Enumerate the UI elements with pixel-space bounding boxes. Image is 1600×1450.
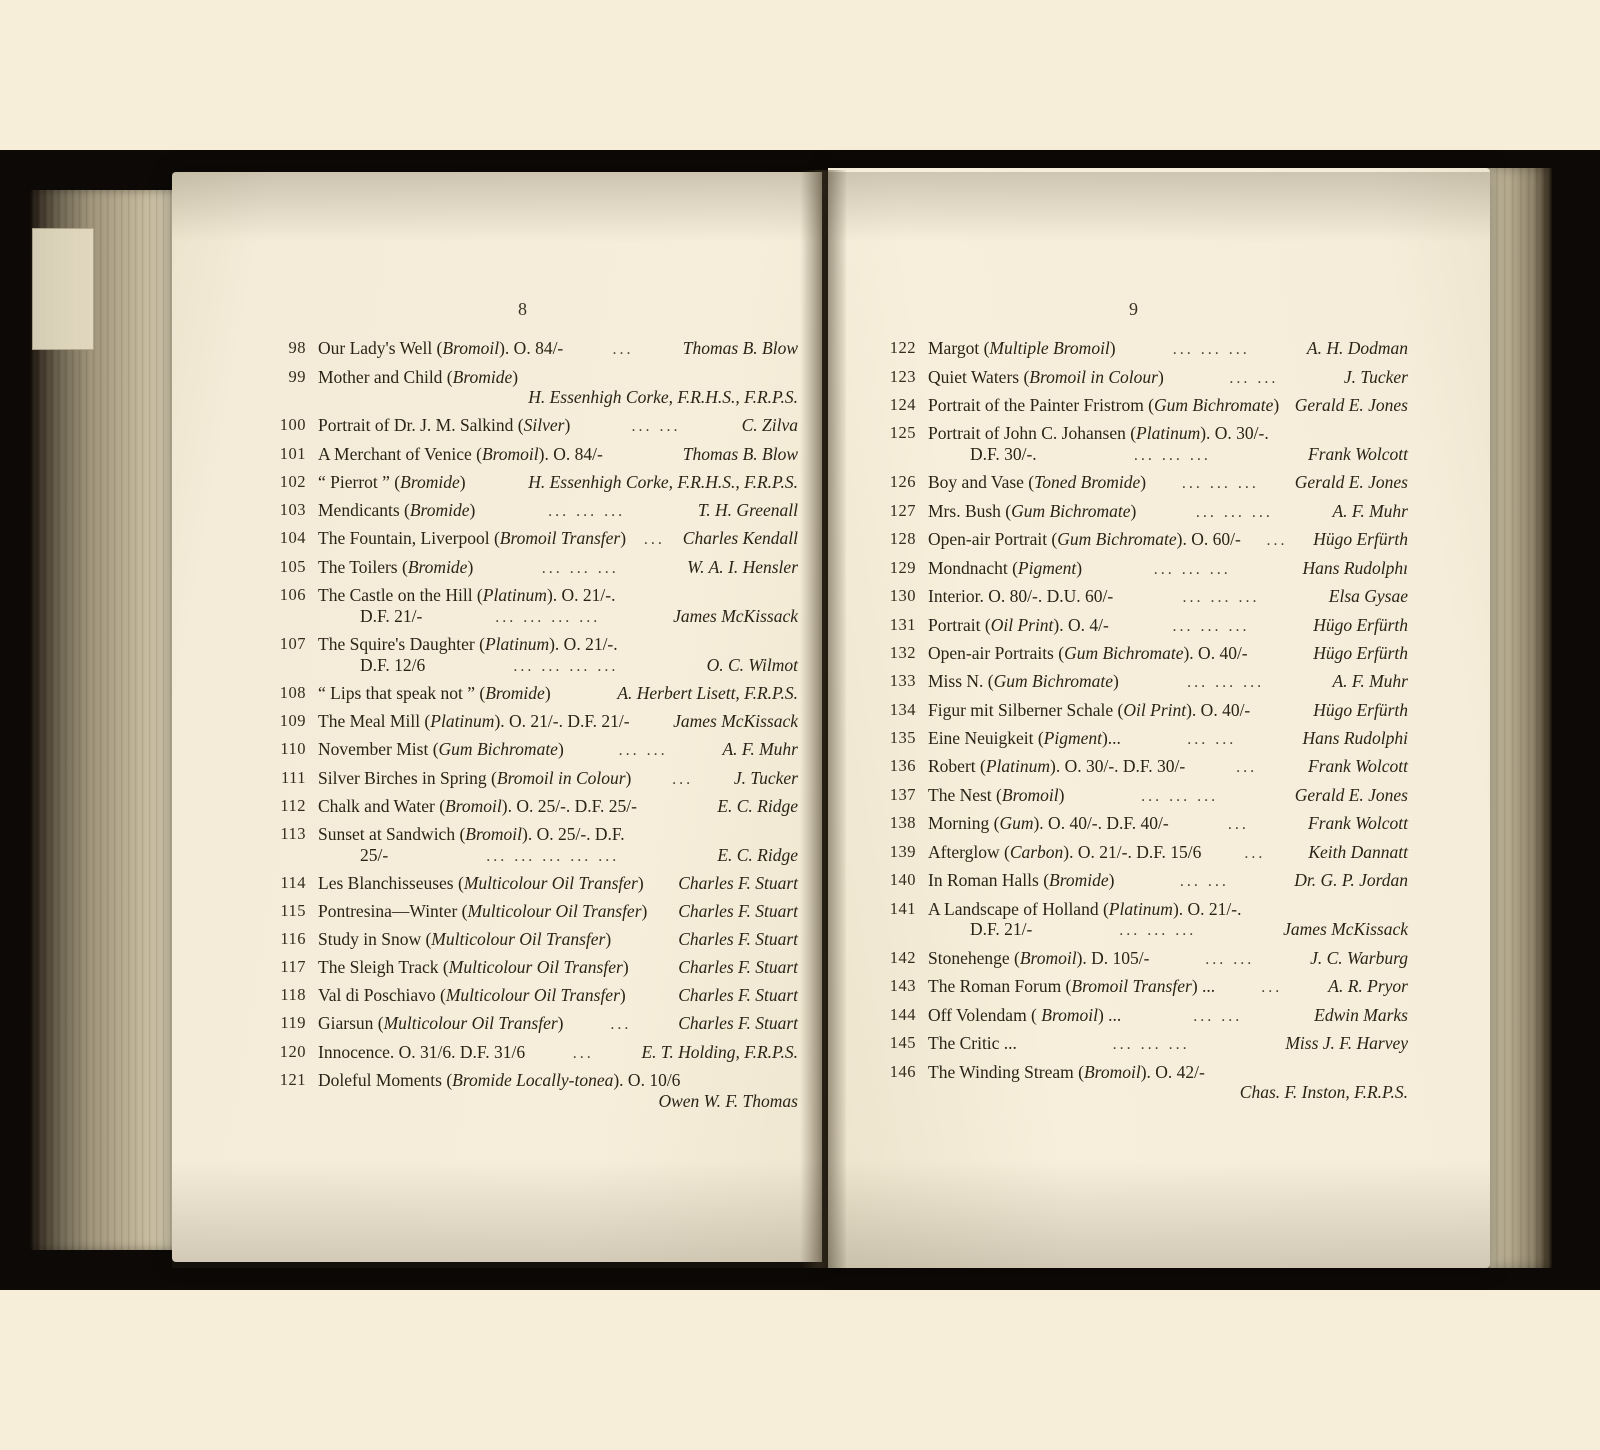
catalogue-entry	[258, 587, 798, 626]
entry-number: 130	[889, 586, 916, 605]
catalogue-entry	[868, 784, 1408, 805]
entry-title: “ Lips that speak not ” (Bromide)	[318, 683, 551, 703]
catalogue-entry	[258, 826, 798, 865]
entry-title: A Landscape of Holland (Platinum). O. 21/-.	[928, 898, 1242, 919]
catalogue-entry	[868, 699, 1408, 720]
entry-leader-dots: ... ...	[1229, 370, 1279, 387]
entry-author: Hans Rudolphi	[1302, 727, 1408, 748]
entry-author: Hans Rudolphı	[1302, 557, 1408, 578]
entry-title: In Roman Halls (Bromide)	[928, 870, 1115, 890]
entry-author: E. T. Holding, F.R.P.S.	[641, 1041, 798, 1062]
entry-title: Portrait of John C. Johansen (Platinum). O. 30/-.	[928, 423, 1269, 443]
entry-number: 109	[279, 711, 306, 730]
entry-body	[928, 784, 1408, 805]
entry-title: Portrait (Oil Print). O. 4/-	[928, 614, 1109, 635]
entry-body	[318, 636, 798, 675]
entry-body	[318, 556, 798, 577]
entry-title: Chalk and Water (Bromoil). O. 25/-. D.F. 25/-	[318, 796, 637, 816]
entry-number: 104	[279, 528, 306, 547]
entry-continuation-text: 25/-	[360, 844, 389, 865]
catalogue-entry	[258, 959, 798, 977]
catalogue-entry	[868, 1004, 1408, 1025]
entry-body	[318, 931, 798, 949]
entry-leader-dots: ... ... ...	[1182, 590, 1260, 606]
entry-title: Mendicants (Bromide)	[318, 499, 476, 520]
catalogue-entry	[868, 727, 1408, 748]
entry-leader-dots: ...	[612, 342, 634, 358]
entry-body	[318, 798, 798, 816]
catalogue-entry	[868, 366, 1408, 387]
entry-body	[928, 340, 1408, 358]
catalogue-entry	[258, 366, 798, 407]
entry-number: 99	[288, 366, 306, 386]
entry-body	[318, 1015, 798, 1033]
catalogue-entry	[258, 875, 798, 893]
entry-title: Afterglow (Carbon). O. 21/-. D.F. 15/6	[928, 841, 1202, 862]
entry-leader-dots: ...	[1227, 817, 1249, 833]
entry-title: The Critic ...	[928, 1033, 1017, 1053]
entry-body	[928, 366, 1408, 387]
entry-body	[928, 425, 1408, 464]
entry-leader-dots: ... ... ...	[1195, 504, 1273, 521]
entry-body	[318, 417, 798, 435]
entry-title: Giarsun (Multicolour Oil Transfer)	[318, 1013, 564, 1033]
entry-body	[318, 987, 798, 1005]
entry-number: 98	[288, 338, 306, 357]
catalogue-entry	[258, 530, 798, 548]
entry-author: Dr. G. P. Jordan	[1294, 870, 1408, 890]
catalogue-entry-list-left	[258, 340, 798, 1110]
entry-author: Elsa Gysae	[1328, 586, 1408, 606]
catalogue-entry	[868, 872, 1408, 890]
entry-leader-dots: ... ... ...	[1181, 476, 1259, 492]
entry-continuation-dots: ... ... ...	[1119, 923, 1197, 939]
entry-number: 111	[280, 767, 306, 787]
entry-body	[318, 767, 798, 788]
catalogue-entry	[868, 397, 1408, 415]
entry-leader-dots: ... ... ...	[1172, 618, 1250, 635]
entry-leader-dots: ... ... ...	[1187, 675, 1265, 691]
entry-number: 129	[889, 557, 916, 577]
entry-leader-dots: ... ... ...	[1112, 1037, 1190, 1053]
entry-title: Open-air Portrait (Gum Bichromate). O. 60/-	[928, 529, 1241, 549]
catalogue-entry	[258, 471, 798, 492]
entry-author: T. H. Greenall	[697, 499, 798, 520]
entry-title: The Nest (Bromoil)	[928, 784, 1065, 805]
catalogue-entry	[868, 758, 1408, 776]
entry-number: 123	[889, 366, 916, 386]
entry-number: 127	[889, 500, 916, 520]
entry-author: H. Essenhigh Corke, F.R.H.S., F.R.P.S.	[528, 471, 798, 492]
entry-number: 116	[280, 929, 306, 948]
catalogue-entry	[868, 815, 1408, 833]
entry-body	[318, 713, 798, 731]
entry-continuation-dots: ... ... ...	[1133, 447, 1211, 464]
entry-leader-dots: ...	[1236, 760, 1258, 776]
entry-author: A. R. Pryor	[1328, 976, 1408, 996]
catalogue-entry	[868, 947, 1408, 968]
entry-title: Mondnacht (Pigment)	[928, 557, 1083, 578]
entry-title: Miss N. (Gum Bichromate)	[928, 671, 1119, 691]
entry-body	[928, 841, 1408, 862]
entry-title: The Sleigh Track (Multicolour Oil Transfer)	[318, 957, 629, 977]
entry-author: Charles Kendall	[682, 528, 798, 548]
entry-leader-dots: ...	[1244, 845, 1266, 862]
entry-author: Gerald E. Jones	[1294, 395, 1408, 415]
entry-title: The Fountain, Liverpool (Bromoil Transfer)	[318, 528, 627, 548]
entry-author: Thomas B. Blow	[682, 338, 798, 358]
catalogue-entry	[258, 417, 798, 435]
entry-leader-dots: ... ... ...	[1153, 561, 1231, 578]
catalogue-entry	[258, 767, 798, 788]
catalogue-entry	[258, 499, 798, 520]
entry-leader-dots: ... ...	[618, 743, 668, 759]
entry-body	[318, 959, 798, 977]
catalogue-entry	[868, 673, 1408, 691]
entry-number: 103	[279, 499, 306, 519]
catalogue-entry	[868, 340, 1408, 358]
entry-title: The Squire's Daughter (Platinum). O. 21/-.	[318, 634, 618, 654]
entry-continuation-author: James McKissack	[1283, 919, 1408, 939]
entry-body	[928, 397, 1408, 415]
entry-continuation-author: Chas. F. Inston, F.R.P.S.	[1239, 1082, 1408, 1102]
entry-title: Margot (Multiple Bromoil)	[928, 338, 1116, 358]
entry-leader-dots: ...	[643, 532, 665, 548]
entry-number: 140	[889, 870, 916, 889]
entry-author: Thomas B. Blow	[682, 443, 798, 464]
catalogue-entry	[258, 636, 798, 675]
entry-author: A. Herbert Lisett, F.R.P.S.	[617, 683, 798, 703]
book-gutter-shadow	[800, 170, 846, 1268]
catalogue-entry	[868, 557, 1408, 578]
entry-title: Robert (Platinum). O. 30/-. D.F. 30/-	[928, 756, 1186, 776]
entry-body	[928, 588, 1408, 606]
entry-number: 100	[279, 415, 306, 434]
entry-number: 110	[280, 739, 306, 758]
entry-body	[928, 500, 1408, 521]
entry-leader-dots: ...	[1261, 980, 1283, 996]
entry-author: A. H. Dodman	[1306, 338, 1408, 358]
entry-author: Charles F. Stuart	[678, 929, 798, 949]
entry-number: 142	[889, 947, 916, 967]
catalogue-entry	[258, 931, 798, 949]
entry-number: 132	[889, 643, 916, 662]
catalogue-entry	[868, 898, 1408, 940]
catalogue-entry	[868, 500, 1408, 521]
entry-title: The Roman Forum (Bromoil Transfer) ...	[928, 976, 1216, 996]
entry-title: Pontresina—Winter (Multicolour Oil Transfer)	[318, 901, 648, 921]
left-page-text-column	[258, 300, 798, 1121]
entry-number: 106	[279, 585, 306, 604]
entry-author: James McKissack	[673, 711, 798, 731]
entry-continuation-author: H. Essenhigh Corke, F.R.H.S., F.R.P.S.	[528, 387, 798, 407]
entry-title: Val di Poschiavo (Multicolour Oil Transfer)	[318, 985, 626, 1005]
entry-continuation-text: D.F. 21/-	[360, 605, 423, 626]
entry-author: A. F. Muhr	[722, 739, 798, 759]
entry-body	[318, 875, 798, 893]
entry-number: 113	[280, 824, 306, 843]
entry-title: The Toilers (Bromide)	[318, 556, 474, 577]
entry-continuation-author: O. C. Wilmot	[706, 654, 798, 675]
entry-leader-dots: ... ...	[1179, 874, 1229, 890]
entry-number: 102	[279, 471, 306, 491]
catalogue-entry	[258, 903, 798, 921]
entry-continuation-text: D.F. 30/-.	[970, 443, 1037, 464]
catalogue-entry	[258, 1041, 798, 1062]
page-number-right: 9	[1129, 299, 1139, 319]
entry-number: 118	[280, 985, 306, 1004]
entry-number: 108	[279, 683, 306, 702]
entry-body	[928, 727, 1408, 748]
catalogue-entry	[258, 556, 798, 577]
entry-leader-dots: ...	[672, 771, 694, 788]
entry-number: 115	[280, 901, 306, 920]
entry-number: 133	[889, 671, 916, 690]
entry-title: Doleful Moments (Bromide Locally-tonea). O. 10/6	[318, 1070, 681, 1090]
entry-leader-dots: ...	[610, 1017, 632, 1033]
entry-body	[318, 1041, 798, 1062]
entry-title: Mother and Child (Bromide)	[318, 366, 519, 387]
entry-number: 146	[889, 1061, 916, 1081]
entry-leader-dots: ...	[572, 1045, 594, 1062]
entry-continuation-text: D.F. 21/-	[970, 919, 1033, 939]
entry-author: Gerald E. Jones	[1294, 784, 1408, 805]
entry-number: 135	[889, 727, 916, 747]
entry-number: 143	[889, 976, 916, 995]
right-page-text-column	[868, 300, 1408, 1112]
entry-author: J. Tucker	[1343, 366, 1408, 387]
catalogue-entry	[868, 474, 1408, 492]
entry-number: 122	[889, 338, 916, 357]
entry-body	[928, 1035, 1408, 1053]
entry-title: Quiet Waters (Bromoil in Colour)	[928, 366, 1164, 387]
entry-body	[318, 530, 798, 548]
entry-body	[928, 699, 1408, 720]
entry-title: Mrs. Bush (Gum Bichromate)	[928, 500, 1137, 521]
entry-title: Les Blanchisseuses (Multicolour Oil Transfer)	[318, 873, 644, 893]
entry-continuation-author: Owen W. F. Thomas	[658, 1090, 798, 1111]
entry-continuation-dots: ... ... ... ...	[513, 658, 619, 675]
catalogue-entry	[868, 588, 1408, 606]
entry-number: 136	[889, 756, 916, 775]
entry-title: Silver Birches in Spring (Bromoil in Colour)	[318, 767, 632, 788]
entry-leader-dots: ... ... ...	[541, 560, 619, 577]
catalogue-entry	[868, 978, 1408, 996]
entry-continuation-author: E. C. Ridge	[717, 844, 798, 865]
entry-author: Charles F. Stuart	[678, 1013, 798, 1033]
entry-body	[928, 673, 1408, 691]
catalogue-entry	[258, 713, 798, 731]
entry-body	[318, 499, 798, 520]
entry-title: November Mist (Gum Bichromate)	[318, 739, 564, 759]
entry-title: Portrait of Dr. J. M. Salkind (Silver)	[318, 415, 571, 435]
entry-author: A. F. Muhr	[1332, 671, 1408, 691]
entry-continuation-text: D.F. 12/6	[360, 654, 426, 675]
entry-author: Keith Dannatt	[1308, 841, 1408, 862]
entry-body	[928, 557, 1408, 578]
page-number-left: 8	[518, 299, 528, 319]
entry-author: Hügo Erfürth	[1313, 643, 1408, 663]
entry-title: Study in Snow (Multicolour Oil Transfer)	[318, 929, 612, 949]
entry-title: Innocence. O. 31/6. D.F. 31/6	[318, 1041, 526, 1062]
entry-author: Charles F. Stuart	[678, 985, 798, 1005]
entry-author: E. C. Ridge	[717, 796, 798, 816]
entry-author: Charles F. Stuart	[678, 901, 798, 921]
entry-author: Charles F. Stuart	[678, 873, 798, 893]
entry-body	[318, 471, 798, 492]
entry-title: A Merchant of Venice (Bromoil). O. 84/-	[318, 443, 603, 464]
catalogue-entry	[868, 1035, 1408, 1053]
catalogue-entry	[868, 425, 1408, 464]
entry-leader-dots: ... ...	[1193, 1008, 1243, 1025]
entry-title: Boy and Vase (Toned Bromide)	[928, 472, 1147, 492]
entry-number: 105	[279, 556, 306, 576]
entry-author: Hügo Erfürth	[1313, 529, 1408, 549]
entry-body	[928, 815, 1408, 833]
entry-number: 138	[889, 813, 916, 832]
catalogue-entry	[868, 614, 1408, 635]
entry-number: 117	[280, 957, 306, 976]
entry-number: 144	[889, 1004, 916, 1024]
catalogue-entry	[868, 1061, 1408, 1102]
entry-number: 124	[889, 395, 916, 414]
entry-body	[928, 645, 1408, 663]
entry-title: “ Pierrot ” (Bromide)	[318, 471, 466, 492]
entry-title: The Meal Mill (Platinum). O. 21/-. D.F. 21/-	[318, 711, 630, 731]
entry-author: C. Zilva	[741, 415, 798, 435]
entry-continuation-dots: ... ... ... ... ...	[486, 848, 620, 865]
catalogue-entry	[258, 1015, 798, 1033]
entry-title: The Castle on the Hill (Platinum). O. 21/-.	[318, 585, 616, 605]
entry-body	[318, 903, 798, 921]
entry-body	[318, 826, 798, 865]
catalogue-entry	[258, 340, 798, 358]
entry-author: Frank Wolcott	[1308, 756, 1408, 776]
entry-number: 121	[279, 1070, 306, 1089]
entry-number: 134	[889, 699, 916, 719]
catalogue-entry	[258, 443, 798, 464]
entry-leader-dots: ...	[1266, 533, 1288, 549]
catalogue-entry	[258, 1072, 798, 1110]
entry-author: Charles F. Stuart	[678, 957, 798, 977]
catalogue-entry	[258, 798, 798, 816]
entry-leader-dots: ... ...	[1187, 731, 1237, 748]
entry-number: 141	[889, 898, 916, 918]
entry-title: Our Lady's Well (Bromoil). O. 84/-	[318, 338, 564, 358]
entry-body	[928, 531, 1408, 549]
entry-title: Portrait of the Painter Fristrom (Gum Bichromate)	[928, 395, 1280, 415]
entry-number: 114	[280, 873, 306, 892]
entry-author: A. F. Muhr	[1332, 500, 1408, 521]
entry-author: W. A. I. Hensler	[687, 556, 798, 577]
entry-body	[318, 340, 798, 358]
catalogue-entry	[868, 645, 1408, 663]
entry-number: 145	[889, 1033, 916, 1052]
entry-body	[928, 898, 1408, 940]
entry-number: 101	[279, 443, 306, 463]
entry-title: Eine Neuigkeit (Pigment)...	[928, 727, 1121, 748]
entry-number: 120	[279, 1041, 306, 1061]
entry-body	[928, 614, 1408, 635]
entry-title: Open-air Portraits (Gum Bichromate). O. 40/-	[928, 643, 1248, 663]
entry-body	[928, 947, 1408, 968]
catalogue-entry-list-right	[868, 340, 1408, 1102]
entry-number: 112	[280, 796, 306, 815]
entry-body	[318, 685, 798, 703]
entry-body	[928, 474, 1408, 492]
entry-leader-dots: ... ... ...	[1172, 342, 1250, 358]
entry-body	[318, 587, 798, 626]
entry-leader-dots: ... ...	[1205, 951, 1255, 968]
entry-body	[928, 872, 1408, 890]
catalogue-entry	[868, 841, 1408, 862]
entry-body	[928, 978, 1408, 996]
entry-number: 128	[889, 529, 916, 548]
entry-body	[928, 1061, 1408, 1102]
entry-title: Figur mit Silberner Schale (Oil Print). O. 40/-	[928, 699, 1251, 720]
entry-author: Gerald E. Jones	[1294, 472, 1408, 492]
entry-author: Edwin Marks	[1314, 1004, 1408, 1025]
entry-number: 126	[889, 472, 916, 491]
entry-author: Hügo Erfürth	[1313, 614, 1408, 635]
entry-title: Stonehenge (Bromoil). D. 105/-	[928, 947, 1150, 968]
entry-body	[928, 758, 1408, 776]
entry-author: J. Tucker	[733, 767, 798, 788]
entry-continuation-author: James McKissack	[673, 605, 798, 626]
entry-number: 107	[279, 634, 306, 653]
entry-number: 125	[889, 423, 916, 442]
entry-number: 119	[280, 1013, 306, 1032]
catalogue-entry	[258, 685, 798, 703]
entry-title: Morning (Gum). O. 40/-. D.F. 40/-	[928, 813, 1169, 833]
entry-number: 131	[889, 614, 916, 634]
entry-body	[928, 1004, 1408, 1025]
entry-body	[318, 366, 798, 407]
entry-number: 139	[889, 841, 916, 861]
entry-continuation-author: Frank Wolcott	[1308, 443, 1408, 464]
entry-title: Interior. O. 80/-. D.U. 60/-	[928, 586, 1114, 606]
entry-author: Hügo Erfürth	[1313, 699, 1408, 720]
entry-body	[318, 1072, 798, 1110]
entry-author: Miss J. F. Harvey	[1285, 1033, 1408, 1053]
entry-author: Frank Wolcott	[1308, 813, 1408, 833]
entry-leader-dots: ... ... ...	[1141, 788, 1219, 805]
catalogue-entry	[258, 741, 798, 759]
inserted-bookmark-slip	[32, 228, 94, 350]
entry-title: Off Volendam ( Bromoil) ...	[928, 1004, 1122, 1025]
entry-title: The Winding Stream (Bromoil). O. 42/-	[928, 1061, 1205, 1082]
entry-leader-dots: ... ...	[631, 419, 681, 435]
catalogue-entry	[868, 531, 1408, 549]
entry-number: 137	[889, 784, 916, 804]
entry-title: Sunset at Sandwich (Bromoil). O. 25/-. D.F.	[318, 824, 625, 844]
entry-author: J. C. Warburg	[1310, 947, 1408, 968]
entry-continuation-dots: ... ... ... ...	[495, 609, 601, 626]
entry-leader-dots: ... ... ...	[548, 503, 626, 520]
entry-body	[318, 741, 798, 759]
catalogue-entry	[258, 987, 798, 1005]
entry-body	[318, 443, 798, 464]
